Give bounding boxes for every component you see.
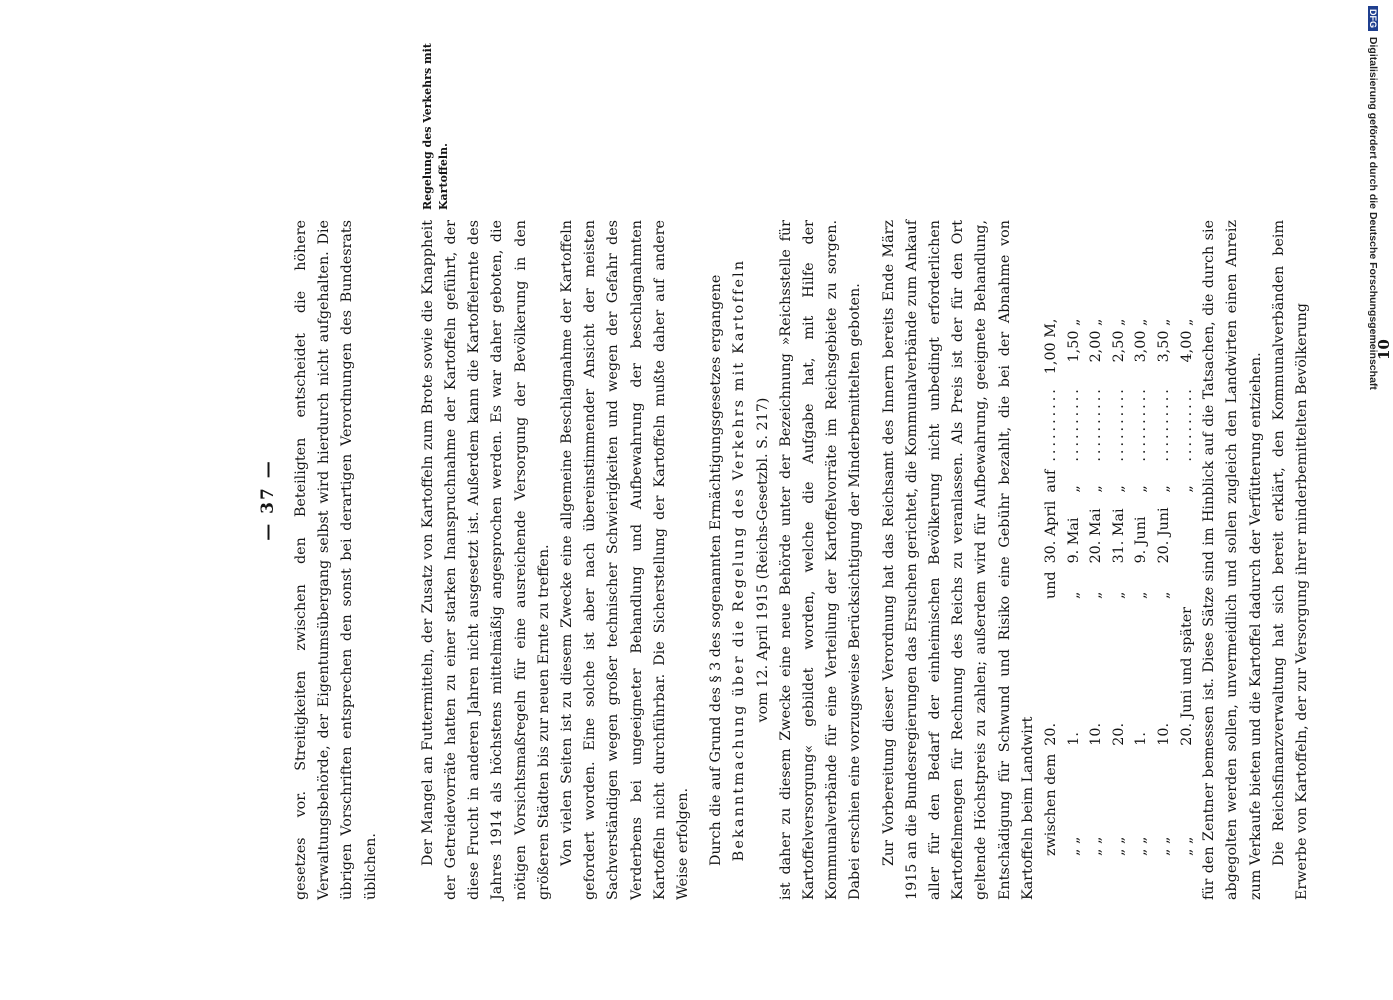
price-conj: „ bbox=[1133, 591, 1150, 599]
price-value: 4,00 „ bbox=[1178, 318, 1195, 363]
price-suffix: „ bbox=[1110, 485, 1127, 493]
leader-dots: .......... bbox=[1178, 386, 1195, 462]
price-row bbox=[1063, 315, 1086, 860]
price-prefix: „ „ bbox=[1156, 836, 1173, 856]
price-from: 20. bbox=[1110, 722, 1127, 746]
rotated-page bbox=[258, 0, 1393, 1000]
price-suffix: „ bbox=[1065, 485, 1082, 493]
paragraph-2: Der Mangel an Futtermitteln, der Zusatz von Kartoffeln zum Brote sowie die Knappheit der Getreidevorräte hatten zu einer starken Inanspruchnahme der Kartoffeln geführt, der diese Frucht in anderen Jahren nicht ausgesetzt ist. Außerdem kann die Kartoffelernte des Jahres 1914 als höchstens mittelmäßig angesprochen werden. Es war daher geboten, die nötigen Vorsichtsmaßregeln für eine ausreichende Versorgung der Bevölkerung in den größeren Städten bis zur neuen Ernte zu treffen. bbox=[419, 220, 552, 900]
price-conj: „ bbox=[1065, 591, 1082, 599]
price-conj: „ bbox=[1156, 591, 1173, 599]
sheet-marker: 10 bbox=[1375, 339, 1393, 360]
price-prefix: „ „ bbox=[1178, 836, 1195, 856]
page-body bbox=[290, 220, 1314, 900]
margin-note: Regelung des Verkehrs mit Kartoffeln. bbox=[421, 43, 450, 210]
price-prefix: „ „ bbox=[1088, 836, 1105, 856]
price-value: 1,00 M, bbox=[1043, 318, 1060, 375]
price-value: 2,00 „ bbox=[1088, 318, 1105, 363]
price-value: 3,00 „ bbox=[1133, 318, 1150, 363]
price-row bbox=[1085, 315, 1108, 860]
leader-dots: .......... bbox=[1043, 386, 1060, 462]
price-to: 30. April bbox=[1043, 500, 1060, 564]
price-prefix: „ „ bbox=[1133, 836, 1150, 856]
price-row bbox=[1108, 315, 1131, 860]
price-to: 20. Juni bbox=[1156, 507, 1173, 564]
price-to: 9. Juni bbox=[1133, 516, 1150, 564]
price-row bbox=[1176, 315, 1199, 860]
price-suffix: auf bbox=[1043, 469, 1060, 493]
price-suffix: „ bbox=[1178, 485, 1195, 493]
price-conj bbox=[1176, 567, 1199, 603]
paragraph-6: Zur Vorbereitung dieser Verordnung hat das Reichsamt des Innern bereits Ende März 1915 an die Bundesregierungen das Ersuchen gerichtet, die Kommunalverbände zum Ankauf aller für den Bedarf der einheimischen Bevölkerung nicht unbedingt erforderlichen Kartoffelmengen für Rechnung des Reichs zu veranlassen. Als Preis ist der für den Ort geltende Höchstpreis zu zahlen; außerdem wird für Aufbewahrung, geeignete Behandlung, Entschädigung für Schwund und Risiko eine Gebühr bezahlt, die bei der Abnahme von Kartoffeln beim Landwirt bbox=[880, 220, 1036, 900]
price-prefix: „ „ bbox=[1065, 836, 1082, 856]
price-from: 1. bbox=[1133, 732, 1150, 746]
price-value: 3,50 „ bbox=[1156, 318, 1173, 363]
document-page bbox=[258, 0, 1393, 1000]
price-suffix: „ bbox=[1133, 485, 1150, 493]
price-row bbox=[1040, 315, 1063, 860]
paragraph-8: Die Reichsfinanzverwaltung hat sich bereit erklärt, den Kommunalverbänden beim Erwerbe von Kartoffeln, der zur Versorgung ihrer minderbemittelten Bevölkerung bbox=[1270, 220, 1311, 900]
price-conj: „ bbox=[1088, 591, 1105, 599]
leader-dots: .......... bbox=[1110, 386, 1127, 462]
price-prefix: zwischen dem bbox=[1043, 753, 1060, 856]
leader-dots: .......... bbox=[1065, 386, 1082, 462]
price-to: 31. Mai bbox=[1110, 508, 1127, 564]
leader-dots: .......... bbox=[1088, 386, 1105, 462]
price-prefix: „ „ bbox=[1110, 836, 1127, 856]
paragraph-4-intro: Durch die auf Grund des § 3 des sogenannten Ermächtigungsgesetzes ergangene bbox=[708, 274, 725, 866]
digitization-note: Digitalisierung gefördert durch die Deutsche Forschungsgemeinschaft bbox=[1367, 36, 1379, 390]
price-suffix: „ bbox=[1088, 485, 1105, 493]
price-from: 20. bbox=[1043, 722, 1060, 746]
decree-title: Bekanntmachung über die Regelung des Verkehrs mit Kartoffeln bbox=[731, 258, 748, 862]
price-from: 1. bbox=[1065, 732, 1082, 746]
price-suffix: „ bbox=[1156, 485, 1173, 493]
digitization-credit bbox=[1361, 6, 1379, 396]
price-to bbox=[1176, 497, 1199, 568]
leader-dots: .......... bbox=[1156, 386, 1173, 462]
leader-dots: .......... bbox=[1133, 386, 1150, 462]
paragraph-3: Von vielen Seiten ist zu diesem Zwecke eine allgemeine Beschlagnahme der Kartoffeln gefordert worden. Eine solche ist aber nach übereinstimmender Ansicht der meisten Sachverständigen wegen großer technischer Schwierigkeiten und wegen der Gefahr des Verderbens bei ungeeigneter Behandlung und Aufbewahrung der beschlagnahmten Kartoffeln nicht durchführbar. Die Sicherstellung der Kartoffeln mußte daher auf andere Weise erfolgen. bbox=[559, 220, 692, 900]
paragraph-7: für den Zentner bemessen ist. Diese Sätze sind im Hinblick auf die Tatsachen, die durch sie abgegolten werden sollen, unvermeidlich und sollen zugleich den Landwirten einen Anreiz zum Verkaufe bieten und die Kartoffel dadurch der Verfütterung entziehen. bbox=[1201, 220, 1264, 900]
price-table bbox=[1040, 315, 1198, 860]
paragraph-1: gesetzes vor. Streitigkeiten zwischen den Beteiligten entscheidet die höhere Verwaltungsbehörde, der Eigentumsübergang selbst wird hierdurch nicht aufgehalten. Die übrigen Vorschriften entsprechen den sonst bei derartigen Verordnungen des Bundesrats üblichen. bbox=[293, 220, 379, 900]
price-conj: „ bbox=[1110, 591, 1127, 599]
price-from: 10. bbox=[1156, 722, 1173, 746]
price-to: 20. Mai bbox=[1088, 508, 1105, 564]
dfg-logo: DFG bbox=[1368, 6, 1378, 31]
price-row bbox=[1153, 315, 1176, 860]
price-from: 10. bbox=[1088, 722, 1105, 746]
decree-date: vom 12. April 1915 (Reichs-Gesetzbl. S. 217) bbox=[754, 397, 771, 723]
page-number: — 37 — bbox=[258, 459, 278, 541]
price-from: 20. Juni und später bbox=[1178, 607, 1195, 746]
price-to: 9. Mai bbox=[1065, 517, 1082, 564]
price-conj: und bbox=[1043, 571, 1060, 599]
paragraph-5: ist daher zu diesem Zwecke eine neue Behörde unter der Bezeichnung »Reichsstelle für Kartoffelversorgung« gebildet worden, welche die Aufgabe hat, mit Hilfe der Kommunalverbände für eine Verteilung der Kartoffelvorräte im Reichsgebiete zu sorgen. Dabei erschien eine vorzugsweise Berücksichtigung der Minderbemittelten geboten. bbox=[777, 220, 864, 900]
price-value: 2,50 „ bbox=[1110, 318, 1127, 363]
price-row bbox=[1130, 315, 1153, 860]
price-value: 1,50 „ bbox=[1065, 318, 1082, 363]
